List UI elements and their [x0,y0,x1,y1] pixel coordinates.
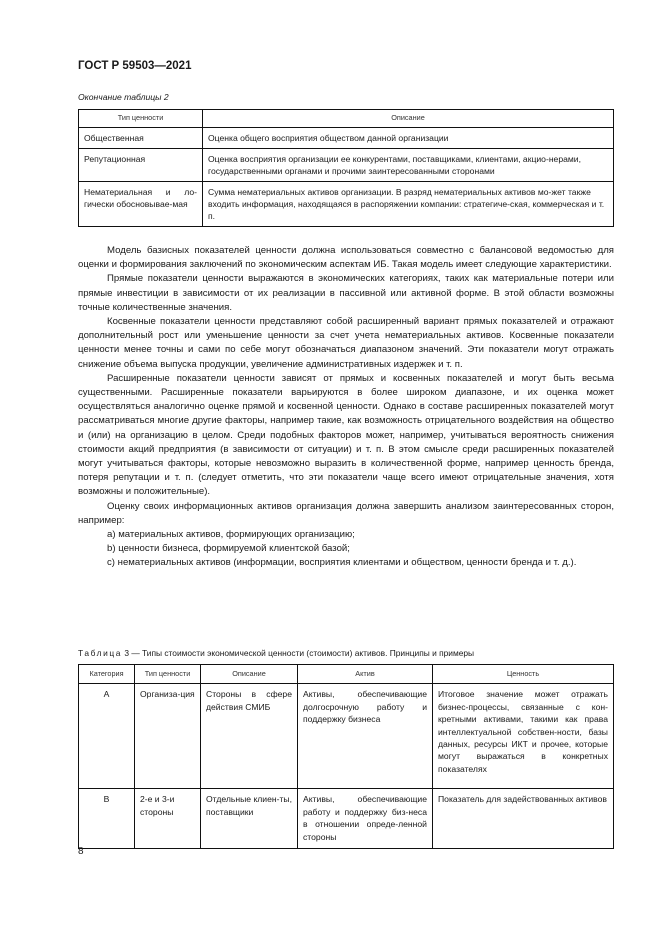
paragraph: Оценку своих информационных активов организация должна завершить анализом заинтересованных сторон, например: [78,500,614,526]
column-header: Описание [201,665,298,684]
column-header: Категория [79,665,135,684]
value-type-cell: 2-е и 3-и стороны [135,789,201,849]
list-item: c) нематериальных активов (информации, восприятия клиентами и обществом, ценности бренда и т. д.). [107,557,577,569]
value-type-cell: Репутационная [79,148,203,181]
paragraph: Косвенные показатели ценности представляют собой расширенный вариант прямых показателей и отражают дополнительный рост или уменьшение ценности за счет учета нематериальных активов. Косвенные показатели ценности менее точны и сами по себе могут обозначаться диапазоном значений. Эти показатели могут отражать снижение объема выпуска продукции, увеличение административных издержек и т. п. [78,316,614,370]
table-2 [78,109,614,227]
table-caption-text: 3 — Типы стоимости экономической ценности (стоимости) активов. Принципы и примеры [122,648,475,658]
category-cell: A [79,684,135,789]
document-header: ГОСТ Р 59503—2021 [78,60,192,72]
category-cell: B [79,789,135,849]
body-text [78,244,614,571]
description-cell: Отдельные клиен-ты, поставщики [201,789,298,849]
table-row [79,128,614,148]
column-header: Тип ценности [79,110,203,128]
table-3 [78,664,614,849]
paragraph: Модель базисных показателей ценности должна использоваться совместно с балансовой ведомостью для оценки и формирования заключений по экономическим аспектам ИБ. Такая модель имеет следующие характеристики. [78,245,614,271]
asset-cell: Активы, обеспечивающие работу и поддержку биз-неса в отношении опреде-ленной стороны [298,789,433,849]
description-cell: Оценка восприятия организации ее конкурентами, поставщиками, клиентами, акцио-нерами, государственными органами и прочими заинтересованными сторонами [203,148,614,181]
column-header: Ценность [433,665,614,684]
column-header: Актив [298,665,433,684]
table-header-row [79,665,614,684]
value-cell: Итоговое значение может отражать бизнес-процессы, связанные с кон-кретными активами, такими как права интеллектуальной собствен-ности, базы данных, ресурсы ИКТ и прочее, которые могут выражаться в конкретных показателях [433,684,614,789]
table-caption [78,648,474,658]
paragraph: Расширенные показатели ценности зависят от прямых и косвенных показателей и могут быть весьма существенными. Расширенные показатели варьируются в более широком диапазоне, и их оценка может осуществляться аналогично оценке прямой и косвенной ценности. Однако в составе расширенных показателей могут рассматриваться многие другие факторы, например такие, как возможность отрицательного воздействия на общество и (или) на организацию в целом. Среди подобных факторов может, например, учитываться вероятность снижения стоимости акций предприятия (в зависимости от ситуации) и т. п. В этом смысле среди расширенных показателей могут учитываться факторы, которые невозможно выразить в количественной форме, например ценность бренда, потеря репутации и т. п. (следует отметить, что эти показатели чаще всего имеют отрицательные значения, хотя возможны и положительные). [78,372,614,498]
column-header: Тип ценности [135,665,201,684]
table-caption-label: Таблица [78,648,123,658]
description-cell: Оценка общего восприятия обществом данной организации [203,128,614,148]
table-row [79,181,614,226]
table-row [79,684,614,789]
paragraph: Прямые показатели ценности выражаются в экономических категориях, таких как материальные потери или прямые инвестиции в зависимости от их реализации в пассивной или активной форме. В этой области возможны точные количественные значения. [78,273,614,313]
description-cell: Сумма нематериальных активов организации. В разряд нематериальных активов мо-жет также входить информация, находящаяся в распоряжении компании: стратегиче-ская, коммерческая и т. п. [203,181,614,226]
column-header: Описание [203,110,614,128]
description-cell: Стороны в сфере действия СМИБ [201,684,298,789]
list-item: b) ценности бизнеса, формируемой клиентской базой; [107,543,350,555]
list-item: а) материальных активов, формирующих организацию; [107,529,355,541]
table-row [79,148,614,181]
value-cell: Показатель для задействованных активов [433,789,614,849]
value-type-cell: Общественная [79,128,203,148]
value-type-cell: Нематериальная и ло-гически обосновывае-мая [79,181,203,226]
table-row [79,789,614,849]
table-header-row [79,110,614,128]
asset-cell: Активы, обеспечивающие долгосрочную работу и поддержку бизнеса [298,684,433,789]
table-continuation-label: Окончание таблицы 2 [78,92,169,102]
value-type-cell: Организа-ция [135,684,201,789]
page-number: 8 [78,846,84,857]
